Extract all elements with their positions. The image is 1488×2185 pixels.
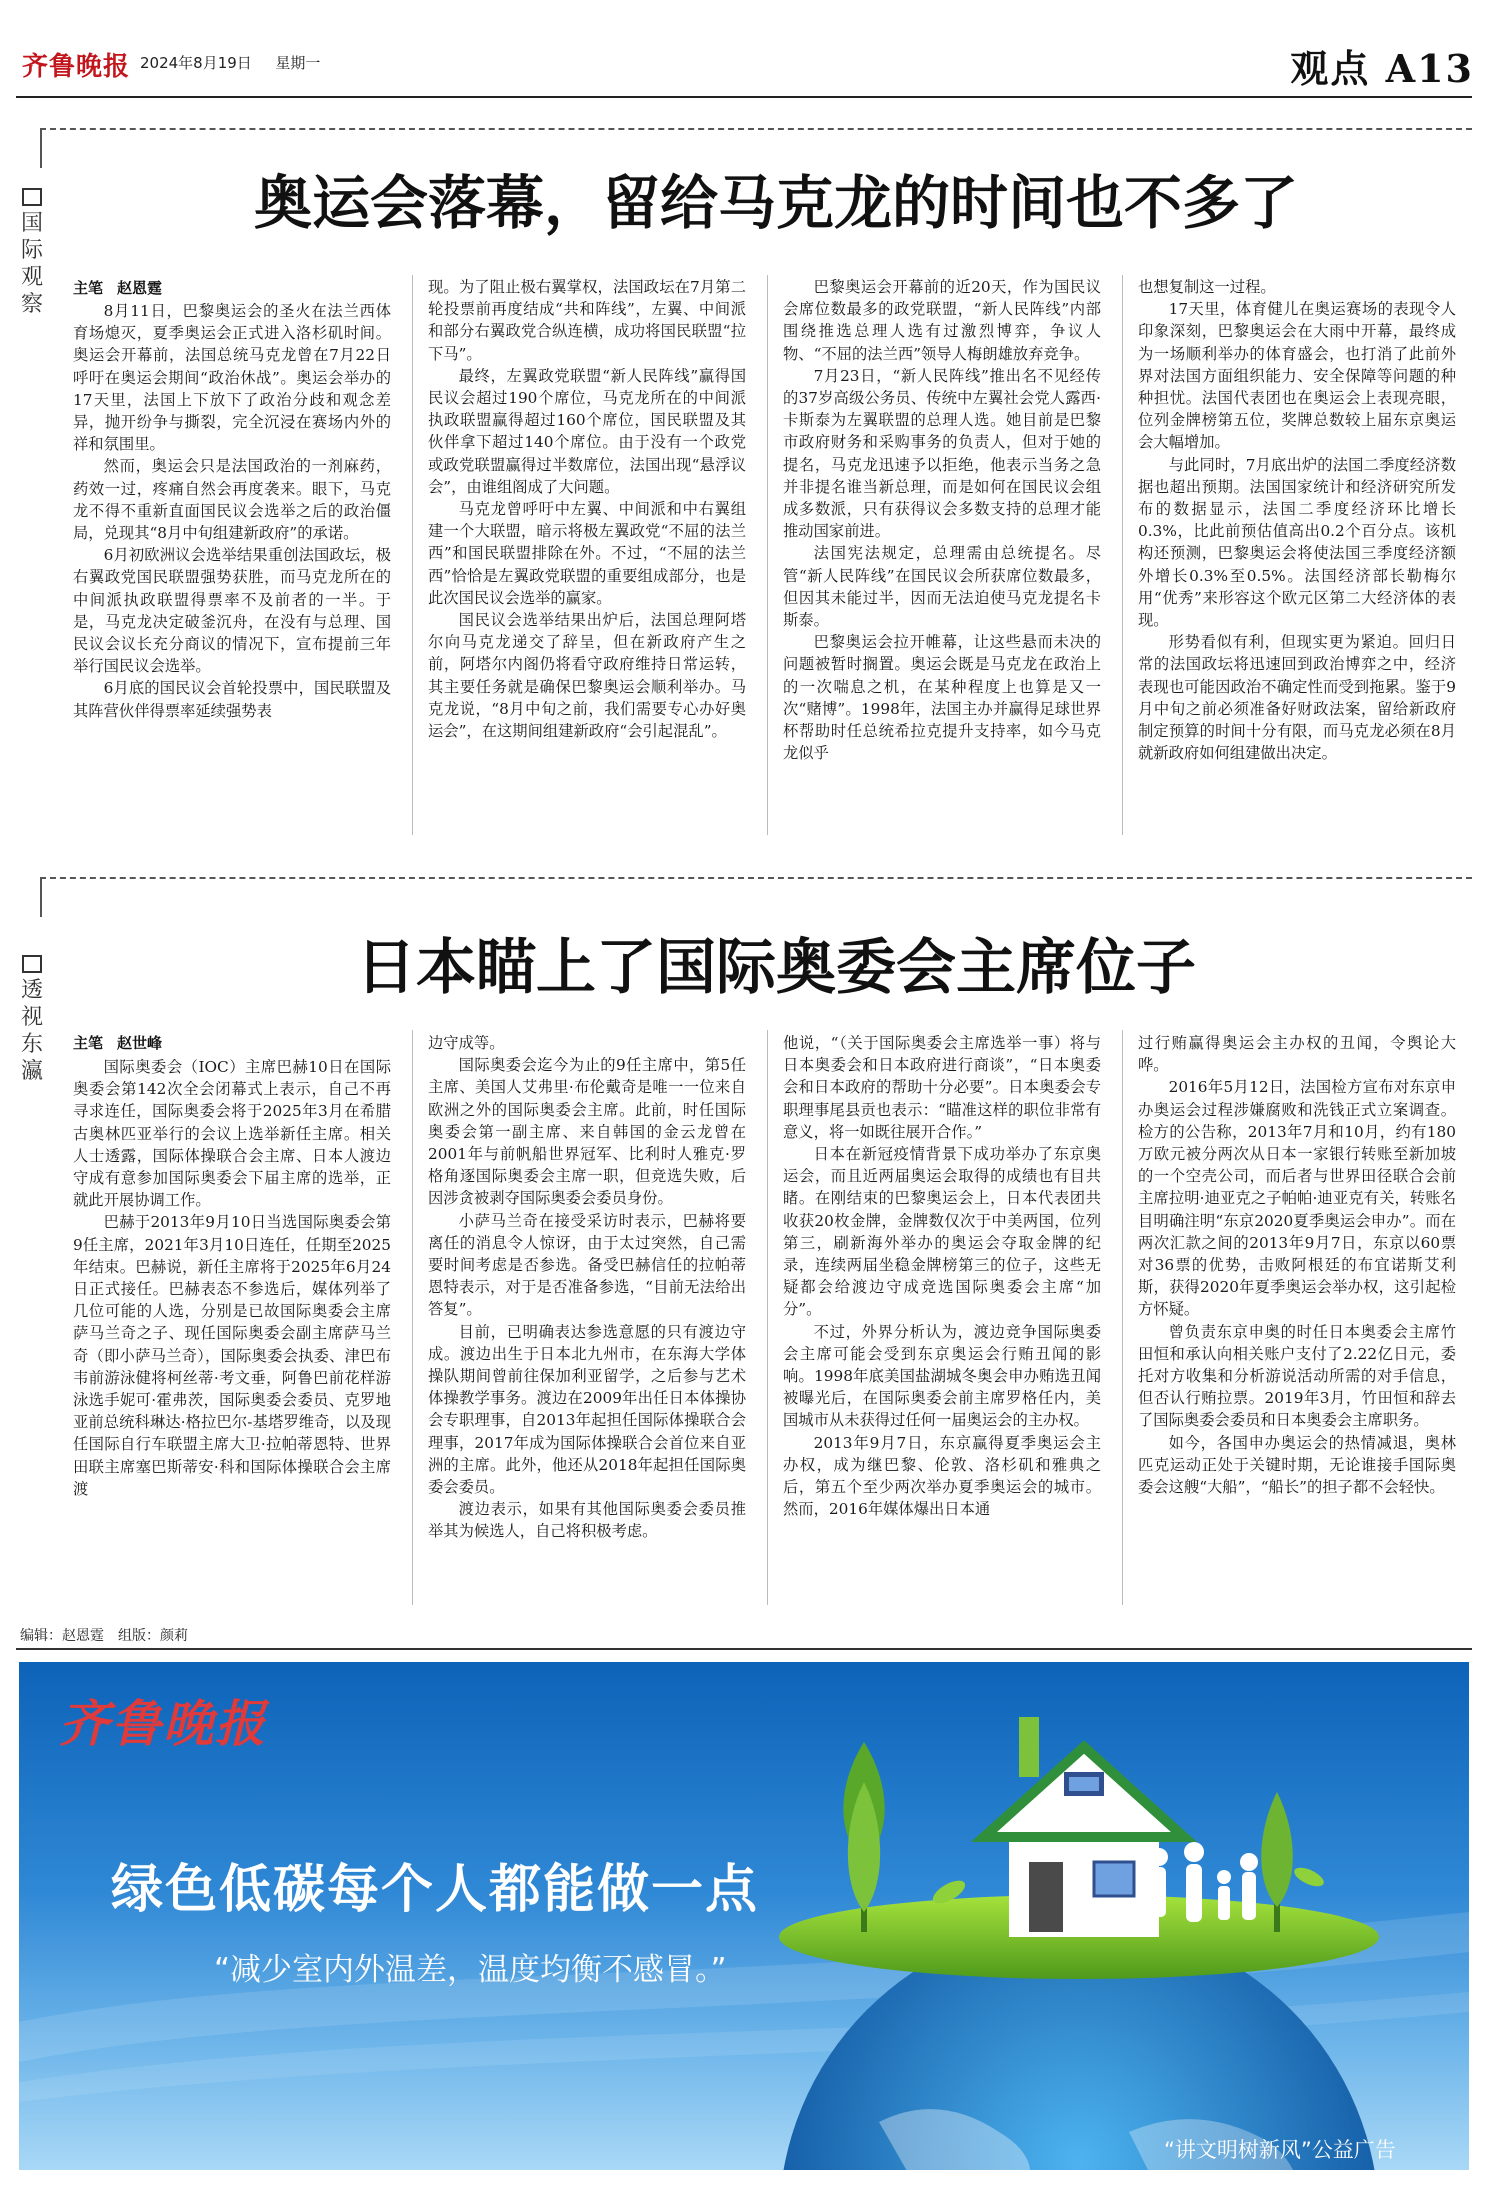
issue-weekday: 星期一 xyxy=(275,54,321,72)
section-label-international: 国 际 观 察 xyxy=(18,188,46,318)
divider-tick xyxy=(40,877,42,917)
masthead xyxy=(0,0,1488,100)
article1-headline: 奥运会落幕，留给马克龙的时间也不多了 xyxy=(253,169,1298,237)
page-label: 观点 A13 xyxy=(1290,46,1474,91)
newspaper-logo: 齐鲁晚报 xyxy=(22,52,131,82)
byline-label: 主笔 xyxy=(73,1034,104,1052)
article1-byline xyxy=(73,277,176,298)
article2-column-1: 国际奥委会（IOC）主席巴赫10日在国际奥委会第142次全会闭幕式上表示，自己不再寻求连任，国际奥委会将于2025年3月在希腊古奥林匹亚举行的会议上选举新任主席。相关人士透露，国际体操联合会主席、日本人渡边守成有意参加国际奥委会下届主席的选举，正就此开展协调工作。 巴赫于2013年9月10日当选国际奥委会第9任主席，2021年3月10日连任，任期至2025年结束。巴赫说，新任主席将于2025年6月24日正式接任。巴赫表态不参选后，媒体列举了几位可能的人选，分别是已故国际奥委会主席萨马兰奇之子、现任国际奥委会副主席萨马兰奇（即小萨马兰奇），国际奥委会执委、津巴布韦前游泳健将柯丝蒂·考文垂，阿鲁巴前花样游泳选手妮可·霍弗茨，国际奥委会委员、克罗地亚前总统科琳达·格拉巴尔-基塔罗维奇，以及现任国际自行车联盟主席大卫·拉帕蒂恩特、世界田联主席塞巴斯蒂安·科和国际体操联合会主席渡 xyxy=(73,1058,391,1498)
column-rule xyxy=(412,1030,413,1605)
ad-credit: “讲文明树新风”公益广告 xyxy=(1164,2138,1396,2162)
masthead-rule xyxy=(16,96,1472,98)
byline-author: 赵恩霆 xyxy=(117,279,163,297)
public-service-ad xyxy=(19,1662,1469,2170)
tree-icon xyxy=(843,1742,884,1932)
section-marker-icon xyxy=(22,188,42,206)
column-rule xyxy=(1122,1030,1123,1605)
editor-credit: 编辑：赵恩霆 组版：颜莉 xyxy=(20,1628,188,1644)
section-divider xyxy=(40,877,1472,879)
article1-column-2: 现。为了阻止极右翼掌权，法国政坛在7月第二轮投票前再度结成“共和阵线”，左翼、中间派和部分右翼政党合纵连横，成功将国民联盟“拉下马”。 最终，左翼政党联盟“新人民阵线”赢得国民议会超过190个席位，马克龙所在的中间派执政联盟赢得超过160个席位，国民联盟及其伙伴拿下超过140个席位。由于没有一个政党或政党联盟赢得过半数席位，法国出现“悬浮议会”，由谁组阁成了大问题。 马克龙曾呼吁中左翼、中间派和中右翼组建一个大联盟，暗示将极左翼政党“不屈的法兰西”和国民联盟排除在外。不过，“不屈的法兰西”恰恰是左翼政党联盟的重要组成部分，也是此次国民议会选举的赢家。 国民议会选举结果出炉后，法国总理阿塔尔向马克龙递交了辞呈，但在新政府产生之前，阿塔尔内阁仍将看守政府维持日常运转，其主要任务就是确保巴黎奥运会顺利举办。马克龙说，“8月中旬之前，我们需要专心办好奥运会”，在这期间组建新政府“会引起混乱”。 xyxy=(428,278,746,741)
ad-newspaper-logo: 齐鲁晚报 xyxy=(59,1694,267,1753)
article2-column-4: 过行贿赢得奥运会主办权的丑闻，令舆论大哗。 2016年5月12日，法国检方宣布对东京申办奥运会过程涉嫌腐败和洗钱正式立案调查。检方的公告称，2013年7月和10月，约有180万欧元被分两次从日本一家银行转账至新加坡的一个空壳公司，而后者与世界田径联合会前主席拉明·迪亚克之子帕帕·迪亚克有关，转账名目明确注明“东京2020夏季奥运会申办”。而在两次汇款之间的2013年9月7日，东京以60票对36票的优势，击败阿根廷的布宜诺斯艾利斯，获得2020年夏季奥运会举办权，这引起检方怀疑。 曾负责东京申奥的时任日本奥委会主席竹田恒和承认向相关账户支付了2.22亿日元，委托对方收集和分析游说活动所需的对手信息，但否认行贿拉票。2019年3月，竹田恒和辞去了国际奥委会委员和日本奥委会主席职务。 如今，各国申办奥运会的热情减退，奥林匹克运动正处于关键时期，无论谁接手国际奥委会这艘“大船”，“船长”的担子都不会轻快。 xyxy=(1138,1034,1456,1497)
column-rule xyxy=(412,275,413,835)
footer-rule xyxy=(16,1648,1472,1650)
ad-headline: 绿色低碳每个人都能做一点 xyxy=(111,1860,760,1920)
column-rule xyxy=(767,1030,768,1605)
article2-headline: 日本瞄上了国际奥委会主席位子 xyxy=(356,933,1196,1003)
article1-column-3: 巴黎奥运会开幕前的近20天，作为国民议会席位数最多的政党联盟，“新人民阵线”内部围绕推选总理人选有过激烈博弈，争议人物、“不屈的法兰西”领导人梅朗雄放弃竞争。 7月23日，“新人民阵线”推出名不见经传的37岁高级公务员、传统中左翼社会党人露西·卡斯泰为左翼联盟的总理人选。她目前是巴黎市政府财务和采购事务的负责人，但对于她的提名，马克龙迅速予以拒绝，他表示当务之急并非提名谁当新总理，而是如何在国民议会组成多数派，只有获得议会多数支持的总理才能推动国家前进。 法国宪法规定，总理需由总统提名。尽管“新人民阵线”在国民议会所获席位数最多，但因其未能过半，因而无法迫使马克龙提名卡斯泰。 巴黎奥运会拉开帷幕，让这些悬而未决的问题被暂时搁置。奥运会既是马克龙在政治上的一次喘息之机，在某种程度上也算是又一次“赌博”。1998年，法国主办并赢得足球世界杯帮助时任总统希拉克提升支持率，如今马克龙似乎 xyxy=(783,278,1101,763)
article2-column-2: 边守成等。 国际奥委会迄今为止的9任主席中，第5任主席、美国人艾弗里·布伦戴奇是唯一一位来自欧洲之外的国际奥委会主席。此前，时任国际奥委会第一副主席、来自韩国的金云龙曾在2001年与前帆船世界冠军、比利时人雅克·罗格角逐国际奥委会主席一职，但竞选失败，后因涉贪被剥夺国际奥委会委员身份。 小萨马兰奇在接受采访时表示，巴赫将要离任的消息令人惊讶，由于太过突然，自己需要时间考虑是否参选。备受巴赫信任的拉帕蒂恩特表示，对于是否准备参选，“目前无法给出答复”。 目前，已明确表达参选意愿的只有渡边守成。渡边出生于日本北九州市，在东海大学体操队期间曾前往保加利亚留学，之后参与艺术体操教学事务。渡边在2009年出任日本体操协会专职理事，自2013年起担任国际体操联合会理事，2017年成为国际体操联合会首位来自亚洲的主席。此外，他还从2018年起担任国际奥委会委员。 渡边表示，如果有其他国际奥委会委员推举其为候选人，自己将积极考虑。 xyxy=(428,1034,746,1541)
article1-column-4: 也想复制这一过程。 17天里，体育健儿在奥运赛场的表现令人印象深刻，巴黎奥运会在大雨中开幕，最终成为一场顺利举办的体育盛会，也打消了此前外界对法国方面组织能力、安全保障等问题的种种担忧。法国代表团也在奥运会上表现亮眼，位列金牌榜第五位，奖牌总数较上届东京奥运会大幅增加。 与此同时，7月底出炉的法国二季度经济数据也超出预期。法国国家统计和经济研究所发布的数据显示，法国二季度经济环比增长0.3%，比此前预估值高出0.2个百分点。该机构还预测，巴黎奥运会将使法国三季度经济额外增长0.3%至0.5%。法国经济部长勒梅尔用“优秀”来形容这个欧元区第二大经济体的表现。 形势看似有利，但现实更为紧迫。回归日常的法国政坛将迅速回到政治博弈之中，经济表现也可能因政治不确定性而受到拖累。鉴于9月中旬之前必须准备好财政法案，留给新政府制定预算的时间十分有限，而马克龙必须在8月就新政府如何组建做出决定。 xyxy=(1138,278,1456,763)
column-rule xyxy=(767,275,768,835)
divider-tick xyxy=(40,128,42,168)
section-label-japan: 透 视 东 瀛 xyxy=(18,955,46,1085)
ad-slogan: “减少室内外温差，温度均衡不感冒。” xyxy=(214,1952,727,1988)
section-marker-icon xyxy=(22,955,42,973)
issue-date: 2024年8月19日 xyxy=(140,54,252,72)
article1-column-1: 8月11日，巴黎奥运会的圣火在法兰西体育场熄灭，夏季奥运会正式进入洛杉矶时间。奥运会开幕前，法国总统马克龙曾在7月22日呼吁在奥运会期间“政治休战”。奥运会举办的17天里，法国上下放下了政治分歧和观念差异，抛开纷争与撕裂，完全沉浸在赛场内外的祥和氛围里。 然而，奥运会只是法国政治的一剂麻药，药效一过，疼痛自然会再度袭来。眼下，马克龙不得不重新直面国民议会选举之后的政治僵局，兑现其“8月中旬组建新政府”的承诺。 6月初欧洲议会选举结果重创法国政坛，极右翼政党国民联盟强势获胜，而马克龙所在的中间派执政联盟得票率不及前者的一半。于是，马克龙决定破釜沉舟，在没有与总理、国民议会议长充分商议的情况下，宣布提前三年举行国民议会选举。 6月底的国民议会首轮投票中，国民联盟及其阵营伙伴得票率延续强势表 xyxy=(73,302,391,720)
section-divider xyxy=(40,128,1472,130)
article2-byline xyxy=(73,1032,176,1053)
dateline xyxy=(140,52,320,73)
byline-author: 赵世峰 xyxy=(117,1034,163,1052)
byline-label: 主笔 xyxy=(73,279,104,297)
article2-column-3: 他说，“（关于国际奥委会主席选举一事）将与日本奥委会和日本政府进行商谈”，“日本奥委会和日本政府的帮助十分必要”。日本奥委会专职理事尾县贡也表示：“瞄准这样的职位非常有意义，将一如既往展开合作。” 日本在新冠疫情背景下成功举办了东京奥运会，而且近两届奥运会取得的成绩也有目共睹。在刚结束的巴黎奥运会上，日本代表团共收获20枚金牌，金牌数仅次于中美两国，位列第三，刷新海外举办的奥运会夺取金牌的纪录，连续两届坐稳金牌榜第三的位子，这些无疑都会给渡边守成竞选国际奥委会主席“加分”。 不过，外界分析认为，渡边竞争国际奥委会主席可能会受到东京奥运会行贿丑闻的影响。1998年底美国盐湖城冬奥会申办贿选丑闻被曝光后，在国际奥委会前主席罗格任内，美国城市从未获得过任何一届奥运会的主办权。 2013年9月7日，东京赢得夏季奥运会主办权，成为继巴黎、伦敦、洛杉矶和雅典之后，第五个至少两次举办夏季奥运会的城市。然而，2016年媒体爆出日本通 xyxy=(783,1034,1101,1519)
column-rule xyxy=(1122,275,1123,835)
